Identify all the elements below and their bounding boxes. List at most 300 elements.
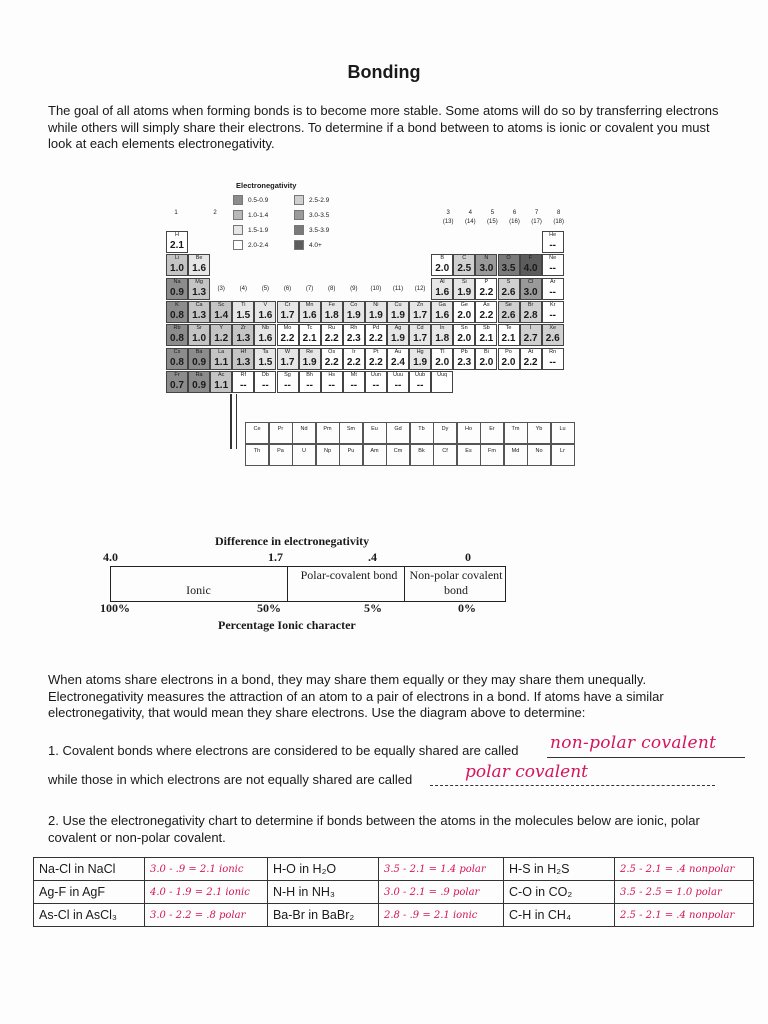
group-header: 2 xyxy=(213,210,217,216)
element-cell xyxy=(365,371,387,393)
electronegativity-value: 1.6 xyxy=(192,263,207,275)
element-symbol: P xyxy=(484,278,489,285)
element-symbol: Nb xyxy=(261,325,269,332)
element-symbol: Cl xyxy=(527,278,534,285)
electronegativity-value: 1.9 xyxy=(391,309,405,321)
element-cell xyxy=(166,324,188,346)
element-cell xyxy=(166,231,188,253)
group-header: 1 xyxy=(174,210,178,216)
bond-answer: 3.0 - .9 = 2.1 ionic xyxy=(145,858,268,881)
electronegativity-value: -- xyxy=(549,240,557,251)
scale-top-0: 4.0 xyxy=(103,550,118,564)
element-cell xyxy=(232,324,254,346)
molecule-label: C-H in CH₄ xyxy=(504,904,615,927)
element-cell xyxy=(365,324,387,346)
element-symbol: Ni xyxy=(373,301,379,308)
question-1-part-2: while those in which electrons are not equally shared are called xyxy=(48,772,413,787)
electronegativity-value: -- xyxy=(372,379,380,391)
legend-item xyxy=(294,225,329,235)
group-header: (9) xyxy=(350,285,358,292)
molecule-label: Ba-Br in BaBr₂ xyxy=(267,904,378,927)
element-symbol: He xyxy=(549,232,557,238)
electronegativity-value: -- xyxy=(394,379,402,391)
actinide-cell: Am xyxy=(363,444,387,466)
electronegativity-value: -- xyxy=(549,263,557,275)
electronegativity-value: 0.8 xyxy=(170,309,184,321)
electronegativity-value: 1.1 xyxy=(214,379,229,391)
element-cell xyxy=(188,348,210,370)
element-cell xyxy=(343,348,365,370)
electronegativity-value: -- xyxy=(350,379,358,391)
element-symbol: N xyxy=(484,255,489,262)
legend-swatch xyxy=(233,195,243,205)
element-cell xyxy=(277,301,299,323)
legend-item xyxy=(233,195,268,205)
group-header: (18) xyxy=(553,219,565,225)
element-cell xyxy=(431,278,453,300)
lanthanide-cell: Eu xyxy=(363,422,387,444)
element-symbol: I xyxy=(529,325,532,332)
element-symbol: Y xyxy=(219,325,224,332)
group-header: (6) xyxy=(283,285,292,292)
element-cell xyxy=(321,301,343,323)
element-cell xyxy=(475,278,497,300)
legend-swatch xyxy=(233,225,243,235)
actinide-cell: No xyxy=(527,444,551,466)
element-symbol: Rh xyxy=(350,325,358,332)
region-polar: Polar-covalent bond xyxy=(300,568,398,582)
lanthanide-cell: Gd xyxy=(386,422,410,444)
element-cell xyxy=(520,348,542,370)
element-symbol: Os xyxy=(328,348,336,355)
electronegativity-value: 2.0 xyxy=(457,333,472,345)
molecule-label: H-O in H₂O xyxy=(267,858,378,881)
element-symbol: F xyxy=(528,255,533,262)
element-cell xyxy=(299,348,321,370)
actinide-cell: Pa xyxy=(269,444,293,466)
element-symbol: Au xyxy=(394,348,402,355)
electronegativity-value: 1.3 xyxy=(236,356,251,368)
electronegativity-value: 0.9 xyxy=(192,379,207,391)
lanthanide-cell: Pm xyxy=(316,422,340,444)
element-cell xyxy=(520,278,542,300)
answer-1-handwritten: non-polar covalent xyxy=(550,733,717,753)
element-cell xyxy=(365,348,387,370)
element-cell xyxy=(542,324,564,346)
legend-item xyxy=(233,210,268,220)
element-symbol: Pt xyxy=(373,348,379,355)
element-symbol: Sg xyxy=(284,371,291,378)
electronegativity-value: -- xyxy=(239,379,247,391)
element-cell xyxy=(498,324,520,346)
element-symbol: Sn xyxy=(460,325,468,332)
group-header: (12) xyxy=(414,285,426,292)
electronegativity-value: 1.6 xyxy=(258,333,273,345)
question-1-part-1: 1. Covalent bonds where electrons are considered to be equally shared are called xyxy=(48,743,519,758)
element-symbol: Rf xyxy=(240,371,247,378)
scale-top-2: .4 xyxy=(368,550,377,564)
scale-bottom-1: 50% xyxy=(257,601,281,615)
element-cell xyxy=(166,301,188,323)
group-header: 7 xyxy=(534,210,539,216)
element-symbol: Ir xyxy=(352,348,356,355)
actinide-cell: Np xyxy=(316,444,340,466)
scale-bottom-3: 0% xyxy=(458,601,476,615)
actinide-cell: Cf xyxy=(433,444,457,466)
element-symbol: Mo xyxy=(283,325,292,332)
electronegativity-value: 2.0 xyxy=(435,356,450,368)
difference-caption: Percentage Ionic character xyxy=(218,618,356,632)
electronegativity-value: -- xyxy=(328,379,336,391)
electronegativity-value: 0.8 xyxy=(170,356,184,368)
element-cell xyxy=(166,348,188,370)
element-cell xyxy=(520,324,542,346)
electronegativity-value: 3.0 xyxy=(523,286,538,298)
element-symbol: Uuu xyxy=(392,371,404,378)
element-symbol: Bh xyxy=(306,371,313,378)
answer-2-line xyxy=(430,785,715,786)
electronegativity-value: 1.7 xyxy=(413,309,428,321)
element-cell xyxy=(387,371,409,393)
electronegativity-value: 1.6 xyxy=(435,286,450,298)
electronegativity-value: 1.2 xyxy=(214,333,229,345)
electronegativity-value: 2.4 xyxy=(391,356,405,368)
element-cell xyxy=(210,348,232,370)
electronegativity-value: -- xyxy=(549,286,557,298)
group-header: (15) xyxy=(487,219,498,225)
element-cell xyxy=(321,371,343,393)
element-cell xyxy=(520,301,542,323)
element-symbol: Te xyxy=(505,325,512,332)
electronegativity-value: 2.3 xyxy=(457,356,472,368)
legend-label: 2.5-2.9 xyxy=(309,196,330,204)
element-symbol: Ta xyxy=(262,348,269,355)
legend-swatch xyxy=(233,210,243,220)
molecule-label: Ag-F in AgF xyxy=(34,881,145,904)
bond-answer: 3.0 - 2.2 = .8 polar xyxy=(145,904,268,927)
element-cell xyxy=(409,371,431,393)
electronegativity-value: 2.0 xyxy=(501,356,516,368)
group-header: (14) xyxy=(464,219,476,225)
lanthanide-cell: Lu xyxy=(551,422,575,444)
bond-answer: 3.5 - 2.1 = 1.4 polar xyxy=(378,858,503,881)
legend-item xyxy=(294,210,329,220)
actinide-cell: Bk xyxy=(410,444,434,466)
molecule-label: N-H in NH₃ xyxy=(267,881,378,904)
page-title: Bonding xyxy=(347,62,421,82)
element-symbol: Kr xyxy=(549,301,556,308)
legend-title: Electronegativity xyxy=(236,181,297,190)
lanthanide-cell: Tm xyxy=(504,422,528,444)
legend-swatch xyxy=(233,240,243,250)
lanthanide-cell: Yb xyxy=(527,422,551,444)
element-symbol: Ru xyxy=(328,325,336,332)
element-symbol: Na xyxy=(173,278,181,285)
element-cell xyxy=(299,301,321,323)
element-symbol: Ne xyxy=(549,255,557,262)
scale-top-3: 0 xyxy=(465,550,471,564)
element-cell xyxy=(188,278,210,300)
molecule-table xyxy=(33,857,754,927)
element-symbol: O xyxy=(506,255,511,262)
element-cell xyxy=(431,301,453,323)
actinide-cell: U xyxy=(292,444,316,466)
electronegativity-value: 1.3 xyxy=(192,309,207,321)
element-symbol: Ge xyxy=(460,301,468,308)
electronegativity-value: 1.6 xyxy=(302,309,317,321)
element-symbol: Tc xyxy=(306,325,313,332)
element-symbol: Hg xyxy=(416,348,424,355)
element-cell xyxy=(232,371,254,393)
element-symbol: Zr xyxy=(240,325,246,332)
electronegativity-value: 1.9 xyxy=(391,333,405,345)
element-symbol: Ca xyxy=(195,301,203,308)
electronegativity-value: 1.1 xyxy=(214,356,229,368)
electronegativity-value: 1.9 xyxy=(302,356,317,368)
electronegativity-value: 2.2 xyxy=(479,309,494,321)
bond-answer: 4.0 - 1.9 = 2.1 ionic xyxy=(145,881,268,904)
scale-bottom-2: 5% xyxy=(364,601,382,615)
element-symbol: C xyxy=(462,255,467,262)
electronegativity-value: 1.8 xyxy=(324,309,339,321)
element-cell xyxy=(188,324,210,346)
element-symbol: Fe xyxy=(328,301,335,308)
electronegativity-value: 1.3 xyxy=(236,333,251,345)
bond-answer: 2.5 - 2.1 = .4 nonpolar xyxy=(615,858,754,881)
element-cell xyxy=(475,254,497,276)
electronegativity-value: 1.4 xyxy=(214,309,229,321)
element-symbol: Zn xyxy=(416,301,424,308)
group-header: (10) xyxy=(370,285,382,292)
element-cell xyxy=(188,371,210,393)
element-symbol: Bi xyxy=(483,348,489,355)
element-symbol: Hs xyxy=(328,371,336,378)
element-cell xyxy=(431,371,453,393)
molecule-label: C-O in CO₂ xyxy=(504,881,615,904)
element-cell xyxy=(498,254,520,276)
element-symbol: Si xyxy=(461,278,467,285)
lanthanide-cell: Sm xyxy=(339,422,363,444)
element-cell xyxy=(387,301,409,323)
element-cell xyxy=(542,231,564,253)
scale-top-1: 1.7 xyxy=(268,550,283,564)
element-cell xyxy=(188,301,210,323)
answer-2-handwritten: polar covalent xyxy=(465,762,588,782)
element-symbol: Mn xyxy=(305,301,314,308)
element-symbol: Ar xyxy=(549,278,556,285)
electronegativity-value: 0.8 xyxy=(170,333,184,345)
electronegativity-value: -- xyxy=(262,379,269,391)
element-cell xyxy=(542,278,564,300)
question-2: 2. Use the electronegativity chart to determine if bonds between the atoms in the molecules below are ionic, polar covalent or non-polar covalent. xyxy=(48,813,700,845)
element-cell xyxy=(431,348,453,370)
element-symbol: Uuq xyxy=(437,371,448,378)
element-cell xyxy=(409,324,431,346)
bond-answer: 3.5 - 2.5 = 1.0 polar xyxy=(615,881,754,904)
element-cell xyxy=(431,254,453,276)
element-cell xyxy=(254,348,276,370)
element-cell xyxy=(475,348,497,370)
legend-item xyxy=(233,225,268,235)
electronegativity-value: 1.5 xyxy=(236,309,251,321)
group-header: (4) xyxy=(239,285,247,292)
element-symbol: V xyxy=(263,301,268,308)
electronegativity-value: 1.3 xyxy=(192,286,207,298)
group-header: (17) xyxy=(531,219,542,225)
element-symbol: Ac xyxy=(217,371,225,378)
lanthanide-cell: Er xyxy=(480,422,504,444)
element-cell xyxy=(498,278,520,300)
element-cell xyxy=(365,301,387,323)
electronegativity-value: 0.7 xyxy=(170,379,184,391)
element-symbol: Xe xyxy=(549,325,557,332)
group-header: 6 xyxy=(512,210,517,216)
element-cell xyxy=(498,348,520,370)
electronegativity-value: 2.1 xyxy=(479,333,494,345)
electronegativity-value: 1.0 xyxy=(192,333,207,345)
element-symbol: Uub xyxy=(415,371,426,378)
lanthanide-cell: Nd xyxy=(292,422,316,444)
region-ionic: Ionic xyxy=(186,583,211,597)
element-cell xyxy=(232,301,254,323)
element-symbol: Ga xyxy=(438,301,446,308)
electronegativity-value: -- xyxy=(549,356,557,368)
electronegativity-value: 1.9 xyxy=(413,356,428,368)
molecule-label: H-S in H₂S xyxy=(504,858,615,881)
electronegativity-value: 2.8 xyxy=(523,309,538,321)
element-symbol: Hf xyxy=(240,348,247,355)
electronegativity-value: 2.2 xyxy=(368,356,383,368)
lanthanide-cell: Ce xyxy=(245,422,269,444)
element-symbol: Ti xyxy=(241,301,246,308)
electronegativity-value: 2.2 xyxy=(479,286,494,298)
electronegativity-value: 2.2 xyxy=(324,333,339,345)
element-symbol: Sc xyxy=(217,301,225,308)
electronegativity-value: 0.9 xyxy=(192,356,207,368)
actinide-cell: Pu xyxy=(339,444,363,466)
f-block-connector xyxy=(230,394,237,449)
lanthanide-cell: Pr xyxy=(269,422,293,444)
electronegativity-value: 1.9 xyxy=(457,286,472,298)
group-header: 3 xyxy=(446,210,450,216)
element-cell xyxy=(277,371,299,393)
electronegativity-value: 1.7 xyxy=(413,333,428,345)
molecule-row xyxy=(34,858,754,881)
legend-label: 3.5-3.9 xyxy=(309,226,330,234)
group-header: (7) xyxy=(305,285,314,292)
element-cell xyxy=(453,348,475,370)
legend-label: 1.5-1.9 xyxy=(248,226,269,234)
element-symbol: Uun xyxy=(370,371,381,378)
element-cell xyxy=(210,301,232,323)
element-cell xyxy=(254,371,276,393)
element-symbol: Tl xyxy=(439,348,445,355)
element-symbol: K xyxy=(175,301,179,308)
element-cell xyxy=(321,348,343,370)
molecule-label: As-Cl in AsCl₃ xyxy=(34,904,145,927)
element-cell xyxy=(520,254,542,276)
element-cell xyxy=(210,371,232,393)
electronegativity-value: 2.6 xyxy=(501,286,516,298)
electronegativity-value: 2.7 xyxy=(523,333,538,345)
element-cell xyxy=(210,324,232,346)
element-symbol: Rb xyxy=(173,325,181,332)
legend-swatch xyxy=(294,195,304,205)
element-cell xyxy=(475,301,497,323)
element-symbol: Mt xyxy=(350,371,357,378)
electronegativity-value: 3.5 xyxy=(501,263,516,275)
legend-label: 4.0+ xyxy=(309,241,322,249)
lanthanide-cell: Ho xyxy=(457,422,481,444)
electronegativity-value: 2.2 xyxy=(523,356,538,368)
lanthanide-cell: Dy xyxy=(433,422,457,444)
electronegativity-value: 2.1 xyxy=(501,333,516,345)
element-symbol: Ra xyxy=(195,371,203,378)
element-cell xyxy=(188,254,210,276)
legend-item xyxy=(294,195,329,205)
electronegativity-value: -- xyxy=(549,309,557,321)
electronegativity-value: 2.2 xyxy=(368,333,383,345)
element-symbol: Cd xyxy=(416,325,424,332)
bond-answer: 2.8 - .9 = 2.1 ionic xyxy=(378,904,503,927)
element-cell xyxy=(299,324,321,346)
electronegativity-value: 2.0 xyxy=(435,263,450,275)
element-cell xyxy=(321,324,343,346)
element-cell xyxy=(409,348,431,370)
region-nonpolar: Non-polar covalent bond xyxy=(409,568,503,597)
group-header: (13) xyxy=(442,219,454,225)
element-cell xyxy=(166,254,188,276)
electronegativity-value: 2.0 xyxy=(457,309,472,321)
group-header: 5 xyxy=(490,210,495,216)
element-symbol: Po xyxy=(505,348,512,355)
element-symbol: Li xyxy=(174,255,180,262)
element-cell xyxy=(453,254,475,276)
element-symbol: Pb xyxy=(460,348,468,355)
electronegativity-value: -- xyxy=(284,379,291,391)
element-symbol: Br xyxy=(527,301,534,308)
element-symbol: Ag xyxy=(394,325,402,332)
group-header: (3) xyxy=(217,285,225,292)
element-symbol: Cr xyxy=(284,301,291,308)
bond-answer: 2.5 - 2.1 = .4 nonpolar xyxy=(615,904,754,927)
element-cell xyxy=(343,371,365,393)
actinide-cell: Fm xyxy=(480,444,504,466)
element-cell xyxy=(343,324,365,346)
legend-item xyxy=(294,240,322,250)
element-cell xyxy=(343,301,365,323)
electronegativity-value: 1.9 xyxy=(346,309,361,321)
molecule-row xyxy=(34,881,754,904)
electronegativity-value: -- xyxy=(416,379,424,391)
electronegativity-value: -- xyxy=(306,379,313,391)
element-cell xyxy=(542,301,564,323)
element-symbol: La xyxy=(218,348,225,355)
element-symbol: At xyxy=(527,348,534,355)
element-symbol: S xyxy=(506,278,511,285)
element-cell xyxy=(453,301,475,323)
electronegativity-value: 1.0 xyxy=(170,263,184,275)
element-cell xyxy=(232,348,254,370)
actinide-cell: Cm xyxy=(386,444,410,466)
element-symbol: Sr xyxy=(196,325,202,332)
electronegativity-value: 2.1 xyxy=(170,240,184,251)
element-symbol: Co xyxy=(350,301,358,308)
element-symbol: Mg xyxy=(195,278,203,285)
electronegativity-value: 2.0 xyxy=(479,356,494,368)
element-cell xyxy=(166,278,188,300)
electronegativity-value: 1.7 xyxy=(280,309,295,321)
